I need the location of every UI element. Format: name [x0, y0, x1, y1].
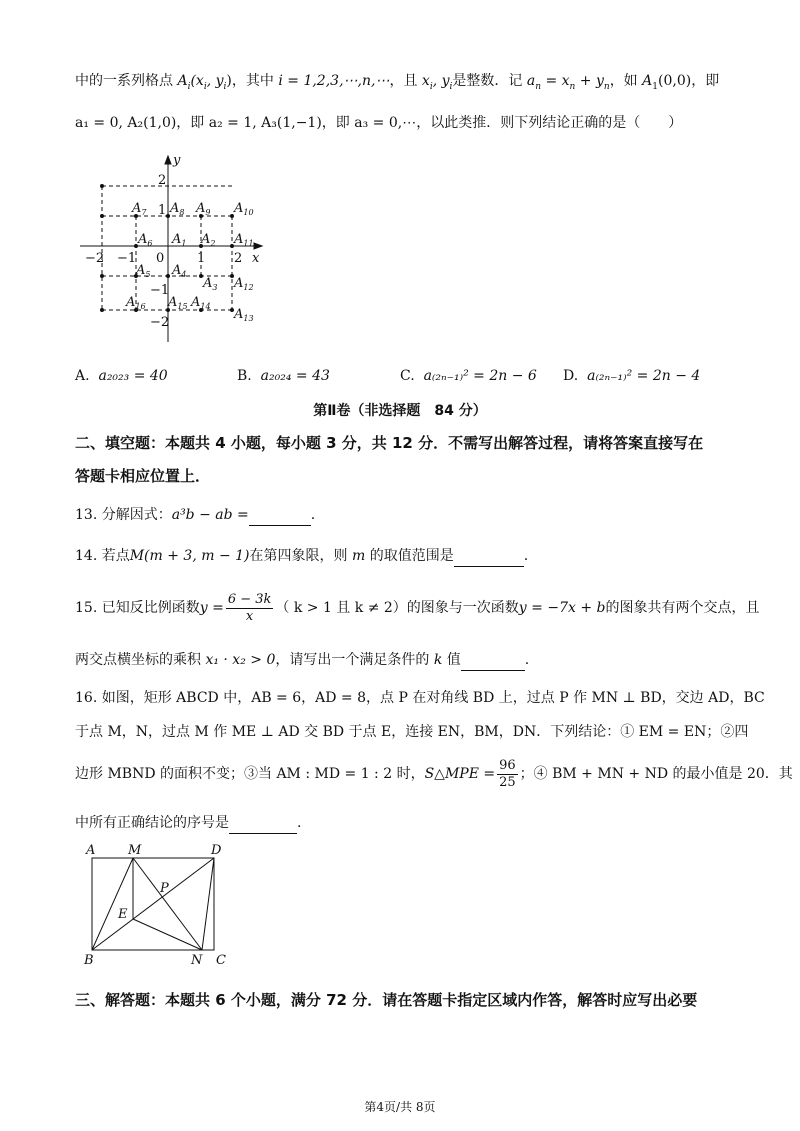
q12-an: a: [526, 73, 536, 89]
q13: 13. 分解因式：a³b − ab = .: [75, 505, 315, 526]
label-a12: $A_{12}$: [234, 276, 254, 292]
x-axis-arrow: [254, 243, 262, 249]
rectangle-figure: [78, 840, 248, 970]
tick-y-p1: 1: [158, 203, 167, 218]
tick-x-n1: −1: [117, 251, 137, 266]
q15-text-c: 的图象共有两个交点，且: [605, 600, 760, 616]
q12-text-j: ，如: [609, 73, 638, 89]
axis-x-label: x: [252, 251, 260, 266]
choice-b[interactable]: B. a₂₀₂₄ = 43: [237, 368, 330, 384]
q16-line3: 边形 MBND 的面积不变；③当 AM : MD = 1 : 2 时， S△MPE = $\frac{96}{25}$ ；④ BM + MN + ND 的最小值是 20．其: [75, 757, 793, 790]
q12-text-e: ，且: [389, 73, 418, 89]
q12-yn: + y: [575, 73, 604, 89]
q16-line4: 中所有正确结论的序号是 .: [75, 813, 301, 834]
q16-answer-blank[interactable]: [229, 813, 297, 834]
q12-line2: a₁ = 0, A₂(1,0)，即 a₂ = 1, A₃(1,−1)，即 a₃ = 0,⋯，以此类推．则下列结论正确的是（ ）: [75, 115, 683, 131]
page-footer: 第4页/共 8页: [364, 1100, 436, 1114]
axis-y-label: y: [173, 153, 181, 168]
q12-xi: x: [421, 73, 430, 89]
label-a7: $A_7$: [132, 201, 147, 217]
label-a: A: [86, 843, 96, 858]
choice-a[interactable]: A. a₂₀₂₃ = 40: [75, 368, 168, 384]
q12-a1-coord: (0,0): [658, 73, 692, 89]
q15-text-a: 已知反比例函数: [101, 600, 200, 616]
tick-y-n2: −2: [150, 315, 170, 330]
section2-header-line1: 二、填空题：本题共 4 小题，每小题 3 分，共 12 分．不需写出解答过程，请将答案直接写在: [75, 434, 704, 452]
q12-text: 中的一系列格点: [75, 73, 173, 89]
q12-point-var: A: [177, 73, 188, 89]
label-b: B: [84, 953, 94, 968]
tick-origin: 0: [156, 251, 165, 266]
label-a2: $A_2$: [201, 232, 216, 248]
label-a14: $A_{14}$: [191, 295, 211, 311]
label-a1: $A_1$: [172, 232, 187, 248]
q15-text-b: 的图象与一次函数: [406, 600, 519, 616]
q14-expr: M(m + 3, m − 1): [129, 548, 250, 564]
tick-y-p2: 2: [158, 173, 167, 188]
label-d: D: [211, 843, 222, 858]
q12-line1: 中的一系列格点 $A_i(x_i$, $y_i$)，其中 i = 1,2,3,⋯,n,⋯，且 $x_i$, $y_i$是整数．记 $a_n = x_n + y_n$，如 $A_1(0,0)$，即: [75, 73, 720, 92]
q16-fraction: $\frac{96}{25}$: [499, 757, 516, 790]
label-a5: $A_5$: [136, 263, 151, 279]
label-e: E: [118, 907, 128, 922]
q13-answer-blank[interactable]: [249, 505, 311, 526]
choice-c[interactable]: C. a₍₂ₙ₋₁₎² = 2n − 6: [400, 368, 537, 384]
label-n: N: [191, 953, 203, 968]
q16-line2: 于点 M，N，过点 M 作 ME ⊥ AD 交 BD 于点 E，连接 EN，BM，DN．下列结论：① EM = EN；②四: [75, 724, 749, 740]
q14-var: m: [351, 548, 366, 564]
q12-a1: A: [642, 73, 653, 89]
tick-x-p1: 1: [197, 251, 206, 266]
diagonal-bd: [92, 858, 214, 950]
q15-line1: [75, 586, 759, 630]
q14: 14. 若点M(m + 3, m − 1)在第四象限，则 m 的取值范围是 .: [75, 546, 528, 567]
q12-text-d: )，其中: [226, 73, 274, 89]
grid-figure: [80, 150, 280, 350]
label-a13: $A_{13}$: [234, 307, 254, 323]
tick-x-p2: 2: [234, 251, 243, 266]
q14-text-a: 若点: [101, 548, 130, 564]
q15-fraction: $\frac{6 - 3k}{x}$: [227, 591, 272, 624]
label-a9: $A_9$: [196, 201, 211, 217]
q12-text-h: 是整数．记: [452, 73, 523, 89]
q15-product: x₁ · x₂ > 0: [205, 652, 276, 668]
q12-yi: , y: [432, 73, 450, 89]
q14-text-c: 的取值范围是: [369, 548, 454, 564]
label-c: C: [216, 953, 226, 968]
q14-answer-blank[interactable]: [454, 546, 524, 567]
q14-text-b: 在第四象限，则: [249, 548, 348, 564]
q15-y-eq: y =: [199, 600, 224, 616]
q12-coord-b: , y: [206, 73, 224, 89]
q12-index: i = 1,2,3,⋯,n,⋯: [278, 73, 390, 89]
choice-d[interactable]: D. a₍₂ₙ₋₁₎² = 2n − 4: [563, 368, 701, 384]
q13-expr: a³b − ab =: [171, 507, 249, 523]
q16-area: S△MPE =: [424, 766, 496, 782]
segment-bm: [92, 858, 133, 950]
q15-line2: 两交点横坐标的乘积 x₁ · x₂ > 0，请写出一个满足条件的 k 值 .: [75, 650, 529, 671]
label-a4: $A_4$: [172, 263, 187, 279]
y-axis-arrow: [165, 156, 171, 164]
segment-mn: [133, 858, 202, 950]
q15-answer-blank[interactable]: [461, 650, 525, 671]
q14-number: 14.: [75, 548, 98, 564]
section2-header-line2: 答题卡相应位置上．: [75, 467, 211, 485]
q15-linear: y = −7x + b: [518, 600, 606, 616]
section2-title: 第Ⅱ卷（非选择题 84 分）: [313, 403, 487, 419]
q15-number: 15.: [75, 600, 98, 616]
label-p: P: [160, 881, 169, 896]
label-a15: $A_{15}$: [168, 295, 188, 311]
q13-text: 分解因式：: [101, 507, 172, 523]
q13-number: 13.: [75, 507, 98, 523]
q12-text-m: ，即: [691, 73, 720, 89]
label-a11: $A_{11}$: [234, 232, 254, 248]
segment-dn: [202, 858, 214, 950]
section3-header: 三、解答题：本题共 6 个小题，满分 72 分．请在答题卡指定区域内作答，解答时应写出必要: [75, 991, 698, 1009]
label-a6: $A_6$: [138, 232, 153, 248]
label-a16: $A_{16}$: [126, 295, 146, 311]
q12-xn: = x: [541, 73, 570, 89]
label-a3: $A_3$: [203, 276, 218, 292]
q12-coord-a: (x: [190, 73, 204, 89]
segment-en: [133, 919, 202, 950]
q16-line1: 16. 如图，矩形 ABCD 中，AB = 6，AD = 8，点 P 在对角线 BD 上，过点 P 作 MN ⊥ BD，交边 AD，BC: [75, 690, 765, 706]
tick-x-n2: −2: [85, 251, 105, 266]
label-a10: $A_{10}$: [234, 201, 254, 217]
q15-condition: （ k > 1 且 k ≠ 2）: [275, 600, 407, 616]
label-a8: $A_8$: [170, 201, 185, 217]
tick-y-n1: −1: [150, 283, 170, 298]
label-m: M: [128, 843, 142, 858]
